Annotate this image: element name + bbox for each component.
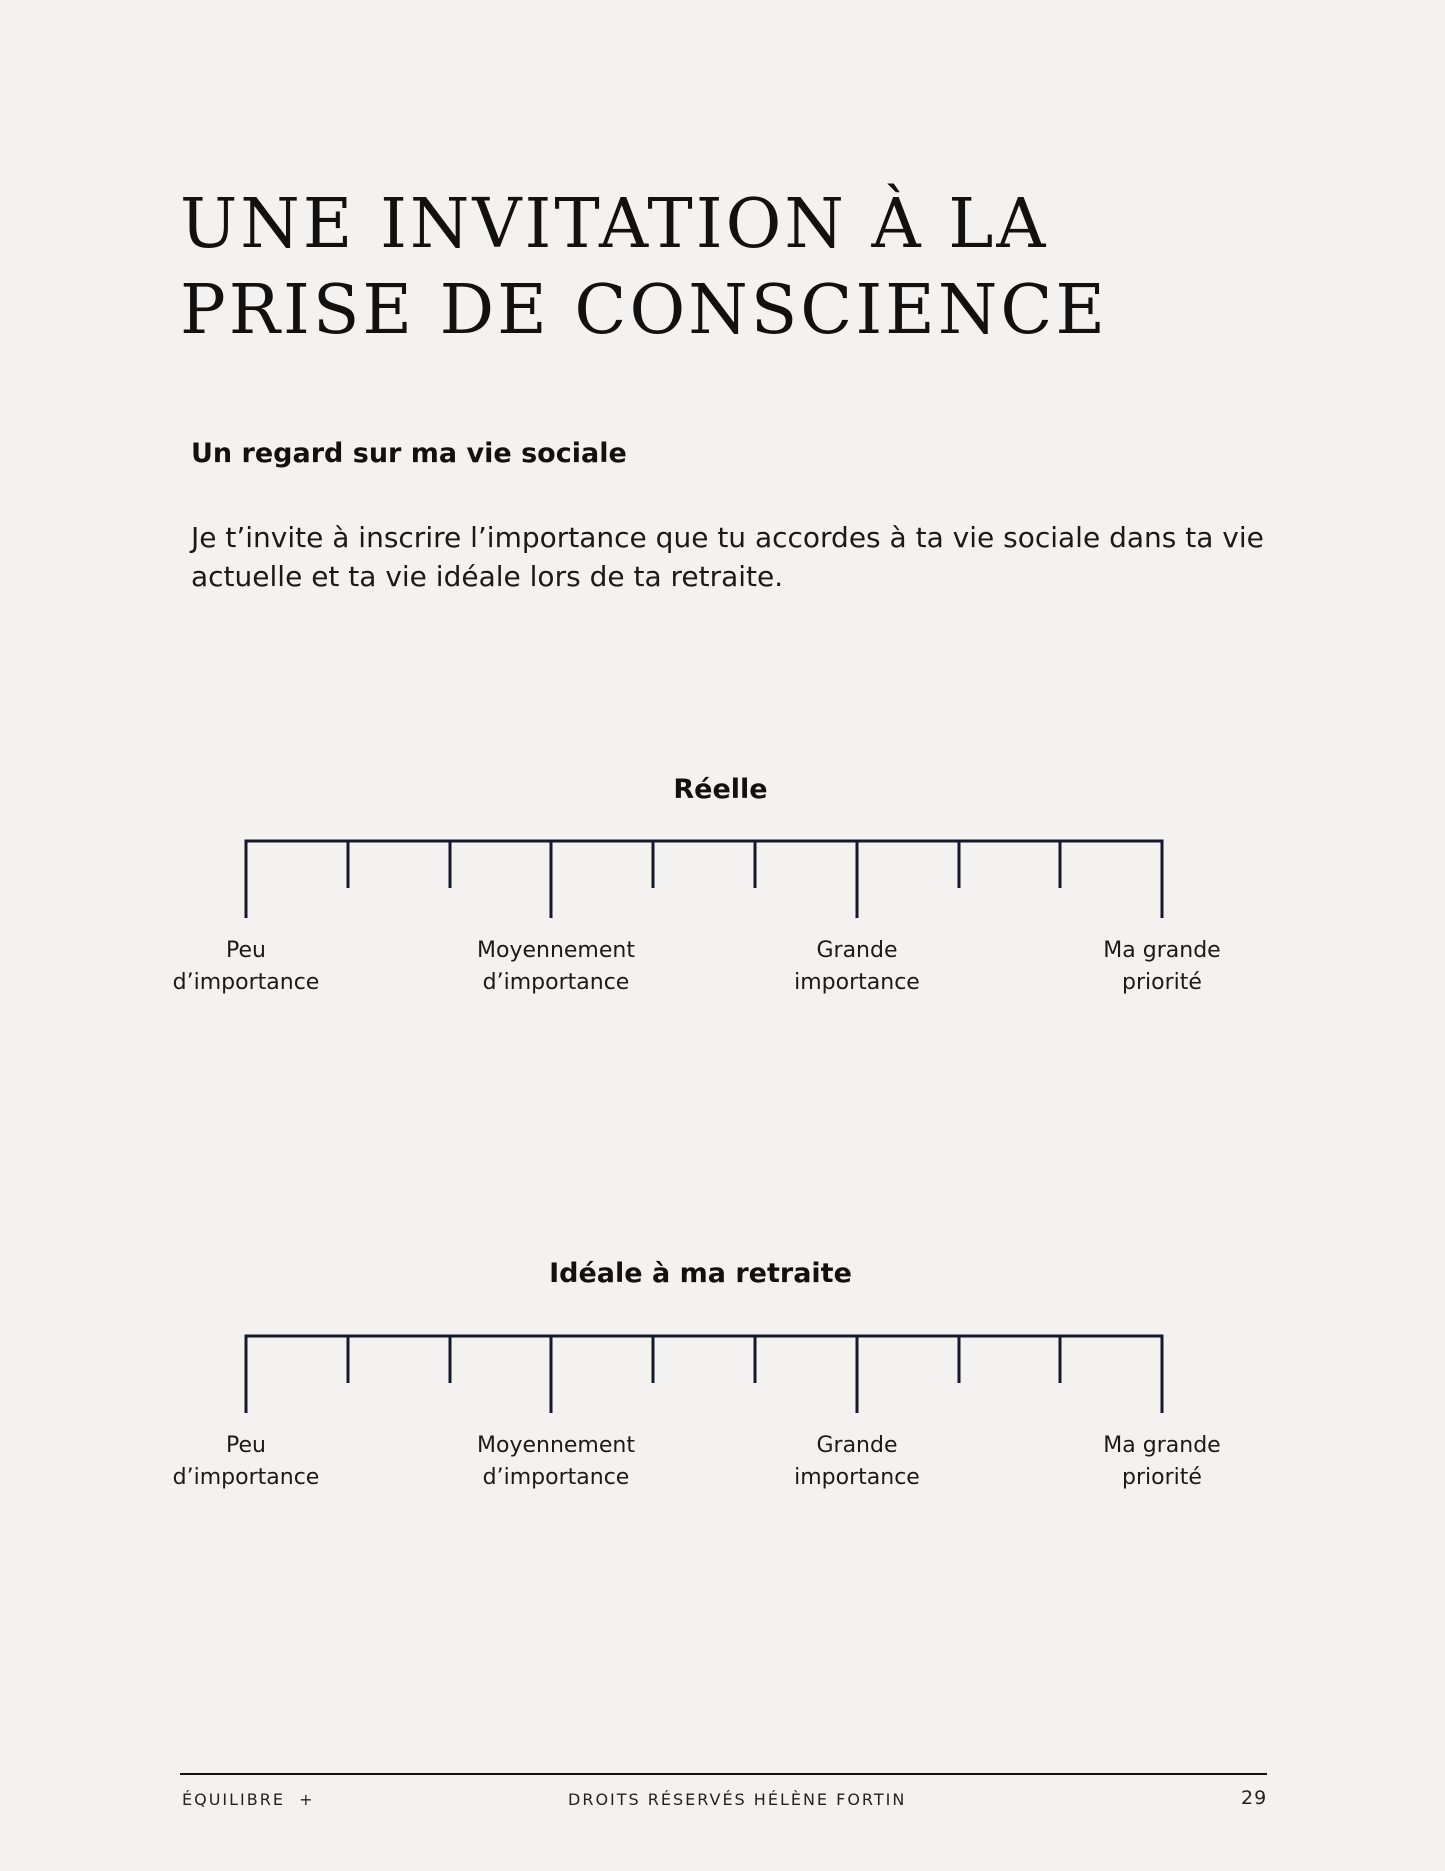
scale-label-low bbox=[116, 1430, 376, 1494]
scale-label-line: Grande bbox=[816, 1433, 898, 1458]
scale-label-line: d’importance bbox=[172, 970, 320, 995]
scale-label-low bbox=[116, 935, 376, 999]
intro-line-2: actuelle et ta vie idéale lors de ta retraite. bbox=[191, 560, 784, 593]
scale-label-line: Peu bbox=[226, 938, 266, 963]
scale-bar-reelle[interactable] bbox=[0, 830, 1445, 930]
scale-heading-reelle: Réelle bbox=[673, 774, 768, 805]
scale-label-top-priority bbox=[1032, 1430, 1292, 1494]
scale-bar-ideale[interactable] bbox=[0, 1325, 1445, 1425]
intro-paragraph bbox=[191, 518, 1291, 596]
scale-label-line: d’importance bbox=[172, 1465, 320, 1490]
scale-label-line: Ma grande bbox=[1103, 938, 1221, 963]
scale-label-line: Grande bbox=[816, 938, 898, 963]
scale-label-line: d’importance bbox=[482, 970, 630, 995]
scale-label-line: Ma grande bbox=[1103, 1433, 1221, 1458]
scale-label-line: Moyennement bbox=[477, 938, 635, 963]
scale-label-line: priorité bbox=[1122, 970, 1202, 995]
scale-label-line: priorité bbox=[1122, 1465, 1202, 1490]
page-title bbox=[180, 182, 1108, 354]
scale-label-line: Moyennement bbox=[477, 1433, 635, 1458]
scale-frame bbox=[246, 1336, 1162, 1413]
scale-label-top-priority bbox=[1032, 935, 1292, 999]
footer-copyright: DROITS RÉSERVÉS HÉLÈNE FORTIN bbox=[568, 1790, 907, 1809]
scale-heading-ideale: Idéale à ma retraite bbox=[549, 1258, 852, 1289]
footer-brand: ÉQUILIBRE + bbox=[182, 1790, 315, 1809]
intro-line-1: Je t’invite à inscrire l’importance que tu accordes à ta vie sociale dans ta vie bbox=[191, 521, 1264, 554]
scale-frame bbox=[246, 841, 1162, 918]
section-subtitle: Un regard sur ma vie sociale bbox=[191, 438, 627, 469]
scale-label-line: importance bbox=[794, 1465, 920, 1490]
scale-label-high bbox=[727, 1430, 987, 1494]
scale-label-line: Peu bbox=[226, 1433, 266, 1458]
footer-divider bbox=[180, 1773, 1267, 1775]
page-title-line-1: UNE INVITATION À LA bbox=[180, 185, 1049, 264]
scale-label-high bbox=[727, 935, 987, 999]
scale-label-line: importance bbox=[794, 970, 920, 995]
scale-label-line: d’importance bbox=[482, 1465, 630, 1490]
page-title-line-2: PRISE DE CONSCIENCE bbox=[180, 271, 1108, 350]
page-number: 29 bbox=[1241, 1787, 1268, 1809]
scale-label-medium bbox=[426, 935, 686, 999]
scale-label-medium bbox=[426, 1430, 686, 1494]
